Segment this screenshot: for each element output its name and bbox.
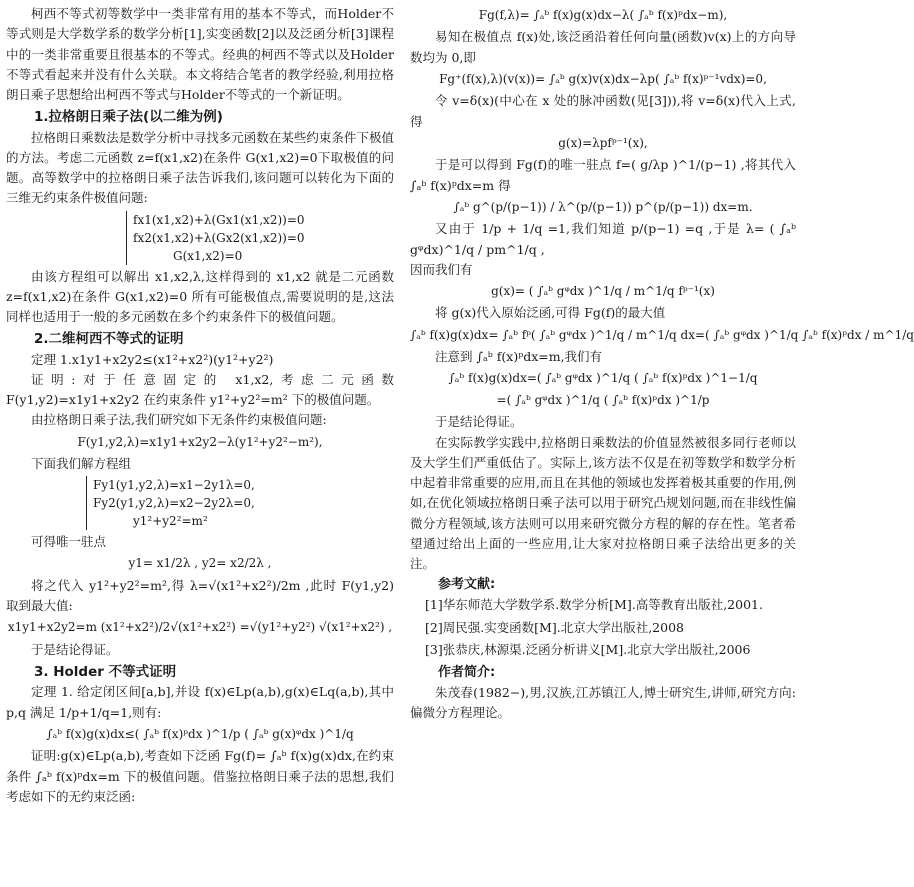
proof-2-intro: 证明:g(x)∈Lp(a,b),考查如下泛函 Fg(f)= ∫ₐᵇ f(x)g(x)dx,在约束条件 ∫ₐᵇ f(x)ᵖdx=m 下的极值问题。借鉴拉格朗日乘子法的思想,我们考虑如下的无约束泛函: xyxy=(6,748,394,804)
references-heading: 参考文献: xyxy=(438,577,496,593)
right-paragraph-7: 注意到 ∫ₐᵇ f(x)ᵖdx=m,我们有 xyxy=(435,349,603,365)
equation-g-expression: g(x)=λpfᵖ⁻¹(x), xyxy=(558,135,648,150)
equation-functional: Fg(f,λ)= ∫ₐᵇ f(x)g(x)dx−λ( ∫ₐᵇ f(x)ᵖdx−m), xyxy=(478,8,728,22)
equation-max-value: ∫ₐᵇ f(x)g(x)dx= ∫ₐᵇ fᵖ( ∫ₐᵇ gᵠdx )^1/q / m^1/q dx=( ∫ₐᵇ gᵠdx )^1/q ∫ₐᵇ f(x)ᵖdx / m^1/q xyxy=(410,327,914,342)
reference-item: [1]华东师范大学数学系.数学分析[M].高等教育出版社,2001. xyxy=(425,597,763,613)
section-2-conclusion: 于是结论得证。 xyxy=(31,641,119,657)
equation-g-solution: g(x)= ( ∫ₐᵇ gᵠdx )^1/q / m^1/q fᵖ⁻¹(x) xyxy=(491,284,715,298)
closing-paragraph: 在实际教学实践中,拉格朗日乘数法的价值显然被很多同行老师以及大学生们严重低估了。实际上,该方法不仅是在初等数学和数学分析中起着非常重要的应用,而且在其他的领域也发挥着极其重要的作用,例如,在优化领域拉格朗日乘子法可以用于研究凸规划问题,而在非线性偏微分方程领域,该方法则可以用来研究微分方程的解的存在性。笔者希望通过给出上面的一些应用,让大家对拉格朗日乘子法给出更多的关注。 xyxy=(410,434,796,571)
section-2-paragraph-4: 将之代入 y1²+y2²=m²,得 λ=√(x1²+x2²)/2m ,此时 F(y1,y2)取到最大值: xyxy=(6,577,394,614)
right-paragraph-6: 将 g(x)代入原始泛函,可得 Fg(f)的最大值 xyxy=(435,305,666,321)
equation-final-1: ∫ₐᵇ f(x)g(x)dx=( ∫ₐᵇ gᵠdx )^1/q ( ∫ₐᵇ f(x)ᵖdx )^1−1/q xyxy=(448,371,758,386)
intro-paragraph: 柯西不等式初等数学中一类非常有用的基本不等式，而Holder不等式则是大学数学系的数学分析[1],实变函数[2]以及泛函分析[3]课程中的一类非常重要且很基本的不等式。经典的柯西不等式以及Holder不等式看起来并没有什么关联。本文将结合笔者的教学经验,利用拉格朗日乘子思想给出柯西不等式与Holder不等式的一个新证明。 xyxy=(6,6,394,102)
right-paragraph-4: 又由于 1/p + 1/q =1,我们知道 p/(p−1) =q ,于是 λ= ( ∫ₐᵇ gᵠdx)^1/q / pm^1/q , xyxy=(410,221,796,257)
section-1-heading: 1.拉格朗日乘子法(以二维为例) xyxy=(34,109,223,126)
theorem-1: 定理 1.x1y1+x2y2≤(x1²+x2²)(y1²+y2²) xyxy=(31,351,274,367)
section-2-paragraph: 由拉格朗日乘子法,我们研究如下无条件约束极值问题: xyxy=(31,412,327,428)
system-1-line: G(x1,x2)=0 xyxy=(173,248,243,263)
left-column xyxy=(6,4,394,807)
author-bio: 朱茂春(1982−),男,汉族,江苏镇江人,博士研究生,讲师,研究方向:偏微分方程理论。 xyxy=(410,685,796,721)
equation-maximum: x1y1+x2y2=m (x1²+x2²)/2√(x1²+x2²) =√(y1²+y2²) √(x1²+x2²) , xyxy=(7,620,393,635)
section-3-heading: 3. Holder 不等式证明 xyxy=(34,664,177,681)
equation-lagrangian: F(y1,y2,λ)=x1y1+x2y2−λ(y1²+y2²−m²), xyxy=(77,434,323,449)
right-column xyxy=(410,4,914,724)
right-paragraph-3: 于是可以得到 Fg(f)的唯一驻点 f=( g/λp )^1/(p−1) ,将其代入 ∫ₐᵇ f(x)ᵖdx=m 得 xyxy=(410,157,796,193)
right-paragraph-1: 易知在极值点 f(x)处,该泛函沿着任何向量(函数)v(x)上的方向导数均为 0,即 xyxy=(410,29,796,65)
reference-item: [2]周民强.实变函数[M].北京大学出版社,2008 xyxy=(425,619,684,635)
system-1-line: fx2(x1,x2)+λ(Gx2(x1,x2))=0 xyxy=(133,230,305,245)
author-heading: 作者简介: xyxy=(438,665,496,681)
section-1-paragraph-2: 由该方程组可以解出 x1,x2,λ,这样得到的 x1,x2 就是二元函数 z=f(x1,x2)在条件 G(x1,x2)=0 所有可能极值点,需要说明的是,这法同样也适用于一般的多元函数在多个约束条件下的极值问题。 xyxy=(6,268,394,324)
equation-directional-derivative: Fg⁺(f(x),λ)(v(x))= ∫ₐᵇ g(x)v(x)dx−λp( ∫ₐᵇ f(x)ᵖ⁻¹vdx)=0, xyxy=(439,71,767,86)
section-2-paragraph-3: 可得唯一驻点 xyxy=(31,534,107,550)
equation-stationary-point: y1= x1/2λ , y2= x2/2λ , xyxy=(128,556,272,571)
right-paragraph-5: 因而我们有 xyxy=(410,261,473,277)
section-1-paragraph: 拉格朗日乘数法是数学分析中寻找多元函数在某些约束条件下极值的方法。考虑二元函数 z=f(x1,x2)在条件 G(x1,x2)=0下取极值的问题。高等数学中的拉格朗日乘子法告诉我们,该问题可以转化为下面的三维无约束条件极值问题: xyxy=(6,129,394,206)
section-2-paragraph-2: 下面我们解方程组 xyxy=(31,455,132,471)
equation-system-2 xyxy=(86,476,394,530)
equation-constraint: ∫ₐᵇ g^(p/(p−1)) / λ^(p/(p−1)) p^(p/(p−1)) dx=m. xyxy=(453,199,753,214)
right-paragraph-2: 令 v=δ(x)(中心在 x 处的脉冲函数(见[3])),将 v=δ(x)代入上式,得 xyxy=(410,93,796,129)
equation-system-1 xyxy=(126,211,394,265)
system-1-line: fx1(x1,x2)+λ(Gx1(x1,x2))=0 xyxy=(133,212,305,227)
section-2-heading: 2.二维柯西不等式的证明 xyxy=(34,331,184,348)
system-2-line: Fy1(y1,y2,λ)=x1−2y1λ=0, xyxy=(93,478,255,493)
theorem-2: 定理 1. 给定闭区间[a,b],并设 f(x)∈Lp(a,b),g(x)∈Lq(a,b),其中 p,q 满足 1/p+1/q=1,则有: xyxy=(6,684,394,720)
right-conclusion: 于是结论得证。 xyxy=(435,414,523,430)
system-2-line: Fy2(y1,y2,λ)=x2−2y2λ=0, xyxy=(93,496,255,511)
equation-holder: ∫ₐᵇ f(x)g(x)dx≤( ∫ₐᵇ f(x)ᵖdx )^1/p ( ∫ₐᵇ g(x)ᵠdx )^1/q xyxy=(46,726,354,741)
reference-item: [3]张恭庆,林源渠.泛函分析讲义[M].北京大学出版社,2006 xyxy=(425,641,751,657)
equation-final-2: =( ∫ₐᵇ gᵠdx )^1/q ( ∫ₐᵇ f(x)ᵖdx )^1/p xyxy=(496,392,710,407)
system-2-line: y1²+y2²=m² xyxy=(133,514,208,529)
proof-1-intro: 证明:对于任意固定的 x1,x2,考虑二元函数 F(y1,y2)=x1y1+x2y2 在约束条件 y1²+y2²=m² 下的极值问题。 xyxy=(6,371,394,407)
